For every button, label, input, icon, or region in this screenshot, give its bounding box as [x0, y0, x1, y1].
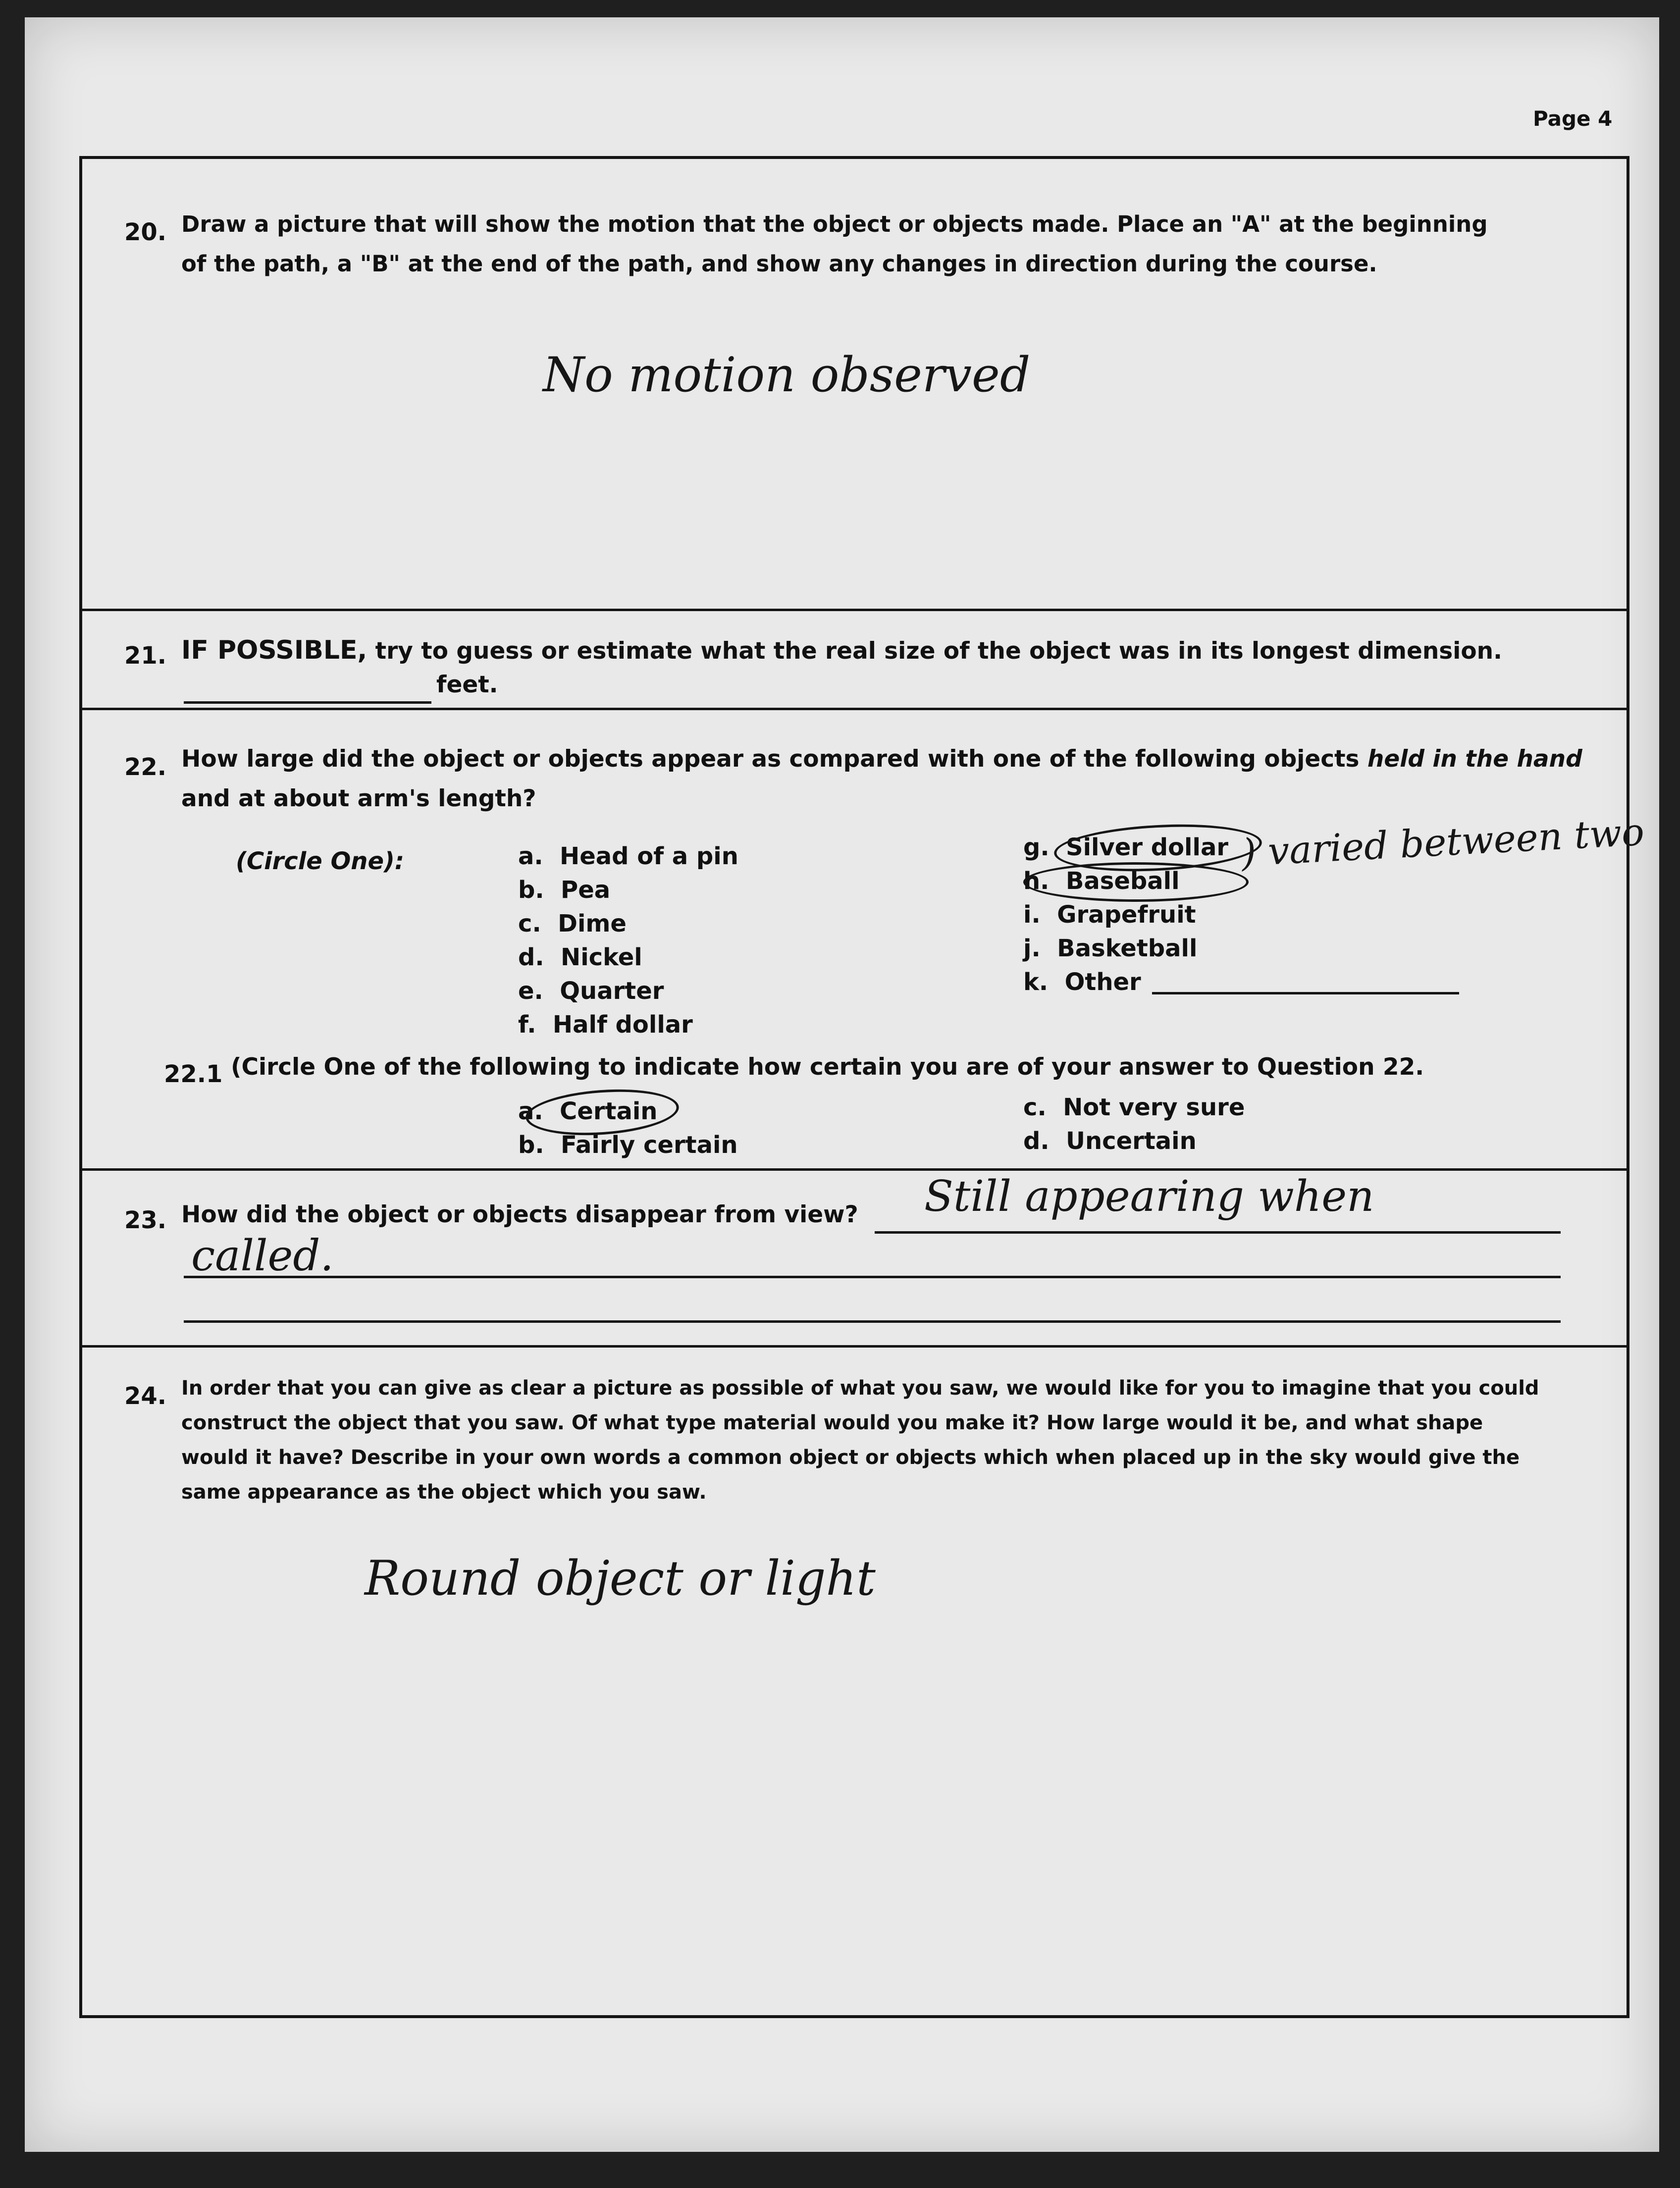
q22-handwritten-note[interactable]: ) varied between two	[1240, 809, 1645, 875]
q22-1-number: 22.1	[164, 1060, 223, 1088]
q22-option-b[interactable]: b. Pea	[518, 876, 611, 904]
q22-1-option-d[interactable]: d. Uncertain	[1023, 1127, 1197, 1155]
q21-answer-line[interactable]	[184, 701, 431, 704]
q24-text-line1: In order that you can give as clear a picture as possible of what you saw, we would like for you to imagine that you could	[181, 1377, 1539, 1400]
q22-text-main: How large did the object or objects appear as compared with one of the following objects	[181, 745, 1360, 773]
divider-q20-q21	[82, 609, 1627, 611]
page-number: Page 4	[1533, 106, 1613, 131]
q22-other-line[interactable]	[1152, 992, 1459, 994]
q23-handwritten-answer-line1[interactable]: Still appearing when	[924, 1172, 1374, 1221]
q22-1-option-b[interactable]: b. Fairly certain	[518, 1131, 738, 1159]
q22-option-c[interactable]: c. Dime	[518, 910, 627, 938]
q22-1-option-a[interactable]: a. Certain	[518, 1097, 658, 1125]
q22-instruction: (Circle One):	[236, 847, 405, 875]
circle-mark-baseball	[1023, 862, 1249, 902]
q22-1-option-c[interactable]: c. Not very sure	[1023, 1094, 1245, 1121]
q24-number: 24.	[124, 1382, 167, 1410]
q23-number: 23.	[124, 1206, 167, 1234]
q22-option-j[interactable]: j. Basketball	[1023, 935, 1198, 962]
divider-q21-q22	[82, 708, 1627, 710]
q22-option-h[interactable]: h. Baseball	[1023, 867, 1180, 895]
q23-answer-line-1[interactable]	[875, 1231, 1561, 1234]
q24-handwritten-answer[interactable]: Round object or light	[365, 1551, 876, 1606]
q23-handwritten-answer-line2[interactable]: called.	[191, 1231, 334, 1281]
q22-option-f[interactable]: f. Half dollar	[518, 1011, 693, 1039]
q21-lead: IF POSSIBLE,	[181, 635, 368, 665]
q22-option-i[interactable]: i. Grapefruit	[1023, 901, 1196, 929]
q23-answer-line-3[interactable]	[184, 1320, 1561, 1323]
q22-text-line1	[181, 738, 1582, 780]
q22-option-d[interactable]: d. Nickel	[518, 943, 642, 971]
q24-text-line2: construct the object that you saw. Of what type material would you make it? How large would it be, and what shape	[181, 1411, 1483, 1434]
divider-q22-q23	[82, 1168, 1627, 1171]
questionnaire-form	[79, 156, 1645, 2018]
q21-text	[181, 629, 1502, 672]
divider-q23-q24	[82, 1345, 1627, 1348]
q20-number: 20.	[124, 218, 167, 246]
form-page	[25, 17, 1659, 2152]
q20-text-line1: Draw a picture that will show the motion that the object or objects made. Place an "A" at the beginning	[181, 211, 1488, 237]
q22-option-k[interactable]: k. Other	[1023, 968, 1141, 996]
q21-body: try to guess or estimate what the real size of the object was in its longest dimension.	[375, 637, 1502, 665]
q21-number: 21.	[124, 642, 167, 670]
q22-option-a[interactable]: a. Head of a pin	[518, 842, 738, 870]
q22-1-text: (Circle One of the following to indicate how certain you are of your answer to Question 22.	[231, 1053, 1424, 1081]
q21-unit: feet.	[436, 671, 498, 698]
q22-number: 22.	[124, 753, 167, 781]
q23-answer-line-2[interactable]	[184, 1276, 1561, 1278]
q20-handwritten-answer[interactable]: No motion observed	[543, 347, 1031, 403]
q22-option-g[interactable]: g. Silver dollar	[1023, 834, 1229, 861]
q23-text: How did the object or objects disappear from view?	[181, 1201, 858, 1228]
q24-text-line3: would it have? Describe in your own words a common object or objects which when placed up in the sky would give the	[181, 1446, 1520, 1469]
q24-text-line4: same appearance as the object which you saw.	[181, 1481, 707, 1504]
q22-text-emphasis: held in the hand	[1367, 745, 1582, 773]
q22-text-line2: and at about arm's length?	[181, 785, 536, 812]
q22-option-e[interactable]: e. Quarter	[518, 977, 664, 1005]
q20-text-line2: of the path, a "B" at the end of the path, and show any changes in direction during the course.	[181, 251, 1377, 277]
